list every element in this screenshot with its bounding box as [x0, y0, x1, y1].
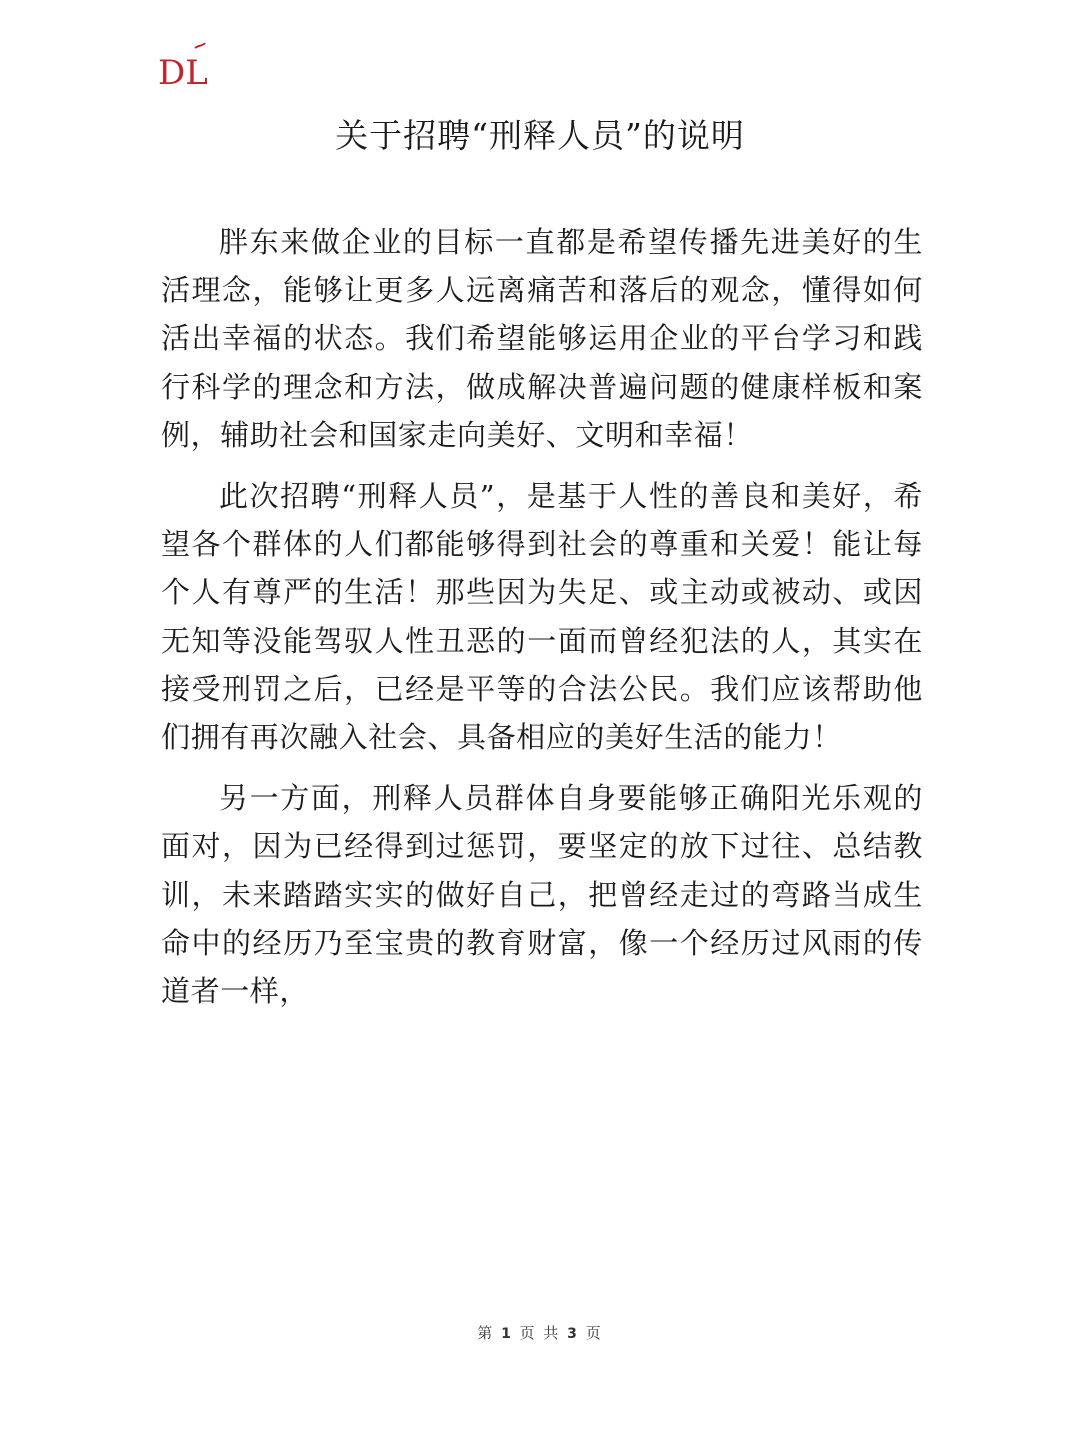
company-logo [157, 42, 217, 90]
footer-middle: 页 共 [519, 1324, 561, 1342]
paragraph-2: 此次招聘“刑释人员”，是基于人性的善良和美好，希望各个群体的人们都能够得到社会的尊重和关爱！能让每个人有尊严的生活！那些因为失足、或主动或被动、或因无知等没能驾驭人性丑恶的一面而曾经犯法的人，其实在接受刑罚之后，已经是平等的合法公民。我们应该帮助他们拥有再次融入社会、具备相应的美好生活的能力！ [161, 479, 923, 755]
footer-page-number: 1 [501, 1326, 513, 1342]
paragraph-3: 另一方面，刑释人员群体自身要能够正确阳光乐观的面对，因为已经得到过惩罚，要坚定的放下过往、总结教训，未来踏踏实实的做好自己，把曾经走过的弯路当成生命中的经历乃至宝贵的教育财富，像一个经历过风雨的传道者一样， [161, 781, 923, 1009]
logo-flourish-icon [195, 43, 205, 48]
footer-suffix: 页 [585, 1324, 603, 1342]
page-footer [0, 1323, 1080, 1344]
document-title: 关于招聘“刑释人员”的说明 [335, 116, 745, 155]
paragraph-1: 胖东来做企业的目标一直都是希望传播先进美好的生活理念，能够让更多人远离痛苦和落后的观念，懂得如何活出幸福的状态。我们希望能够运用企业的平台学习和践行科学的理念和方法，做成解决普遍问题的健康样板和案例，辅助社会和国家走向美好、文明和幸福！ [161, 225, 923, 452]
footer-prefix: 第 [477, 1324, 495, 1342]
footer-total-pages: 3 [567, 1326, 579, 1342]
logo-text: DL [158, 53, 208, 90]
document-body [161, 218, 923, 1028]
